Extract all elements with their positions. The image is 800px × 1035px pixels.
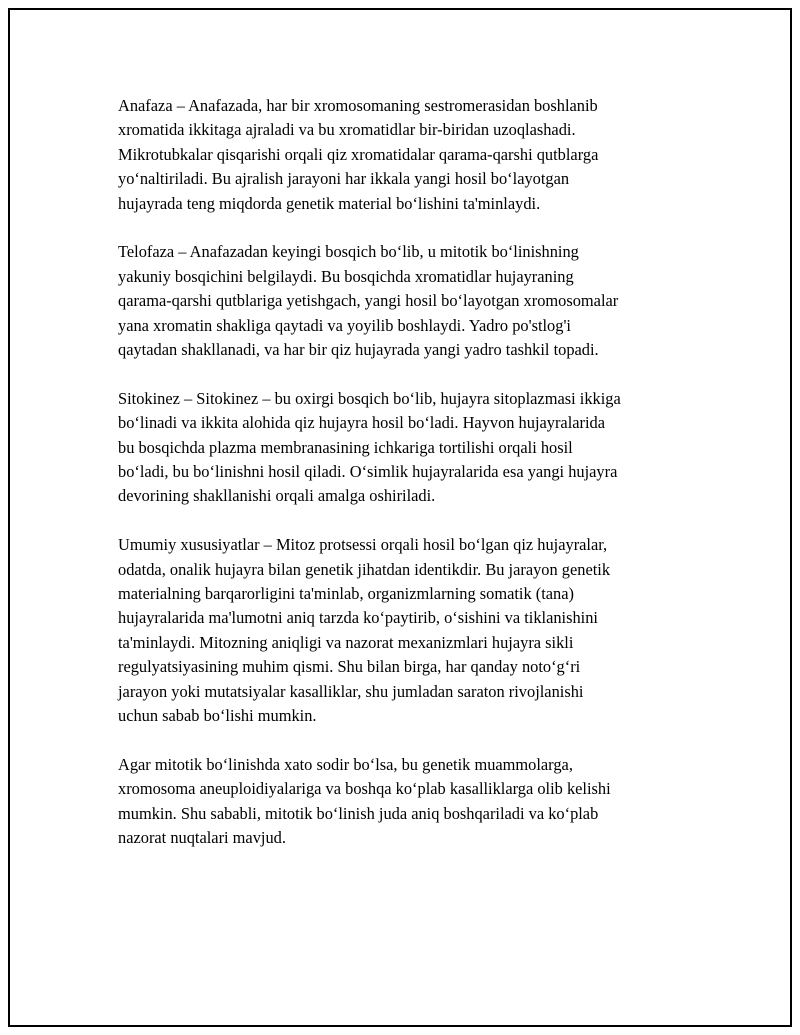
text-line: materialning barqarorligini ta'minlab, organizmlarning somatik (tana) — [118, 584, 574, 604]
document-body — [118, 94, 698, 875]
paragraph-umumiy-xususiyatlar — [118, 533, 698, 728]
text-line: qarama-qarshi qutblariga yetishgach, yangi hosil bo‘layotgan xromosomalar — [118, 291, 619, 311]
text-line: xromatida ikkitaga ajraladi va bu xromatidlar bir-biridan uzoqlashadi. — [118, 120, 576, 140]
text-line: qaytadan shakllanadi, va har bir qiz hujayrada yangi yadro tashkil topadi. — [118, 340, 599, 360]
text-line: xromosoma aneuploidiyalariga va boshqa ko‘plab kasalliklarga olib kelishi — [118, 779, 611, 799]
paragraph-anafaza — [118, 94, 698, 216]
text-line: yo‘naltiriladi. Bu ajralish jarayoni har ikkala yangi hosil bo‘layotgan — [118, 169, 570, 189]
text-line: yana xromatin shakliga qaytadi va yoyilib boshlaydi. Yadro po'stlog'i — [118, 315, 571, 335]
text-line: Umumiy xususiyatlar – Mitoz protsessi orqali hosil bo‘lgan qiz hujayralar, — [118, 535, 608, 555]
text-line: mumkin. Shu sababli, mitotik bo‘linish juda aniq boshqariladi va ko‘plab — [118, 803, 599, 823]
text-line: regulyatsiyasining muhim qismi. Shu bilan birga, har qanday noto‘g‘ri — [118, 657, 581, 677]
text-line: Agar mitotik bo‘linishda xato sodir bo‘lsa, bu genetik muammolarga, — [118, 754, 573, 774]
text-line: jarayon yoki mutatsiyalar kasalliklar, shu jumladan saraton rivojlanishi — [118, 681, 584, 701]
text-line: bo‘ladi, bu bo‘linishni hosil qiladi. O‘simlik hujayralarida esa yangi hujayra — [118, 462, 618, 482]
text-line: Mikrotubkalar qisqarishi orqali qiz xromatidalar qarama-qarshi qutblarga — [118, 144, 599, 164]
text-line: odatda, onalik hujayra bilan genetik jihatdan identikdir. Bu jarayon genetik — [118, 559, 611, 579]
text-line: devorining shakllanishi orqali amalga oshiriladi. — [118, 486, 436, 506]
text-line: hujayrada teng miqdorda genetik material bo‘lishini ta'minlaydi. — [118, 193, 541, 213]
text-line: uchun sabab bo‘lishi mumkin. — [118, 706, 317, 726]
paragraph-sitokinez — [118, 387, 698, 509]
text-line: yakuniy bosqichini belgilaydi. Bu bosqichda xromatidlar hujayraning — [118, 266, 574, 286]
text-line: ta'minlaydi. Mitozning aniqligi va nazorat mexanizmlari hujayra sikli — [118, 632, 574, 652]
text-line: Anafaza – Anafazada, har bir xromosomaning sestromerasidan boshlanib — [118, 96, 598, 115]
text-line: bo‘linadi va ikkita alohida qiz hujayra hosil bo‘ladi. Hayvon hujayralarida — [118, 413, 606, 433]
paragraph-xato — [118, 753, 698, 851]
text-line: nazorat nuqtalari mavjud. — [118, 828, 286, 848]
text-line: hujayralarida ma'lumotni aniq tarzda ko‘paytirib, o‘sishini va tiklanishini — [118, 608, 598, 628]
text-line: bu bosqichda plazma membranasining ichkariga tortilishi orqali hosil — [118, 437, 573, 457]
paragraph-telofaza — [118, 240, 698, 362]
text-line: Sitokinez – Sitokinez – bu oxirgi bosqich bo‘lib, hujayra sitoplazmasi ikkiga — [118, 388, 621, 408]
text-line: Telofaza – Anafazadan keyingi bosqich bo‘lib, u mitotik bo‘linishning — [118, 242, 579, 262]
